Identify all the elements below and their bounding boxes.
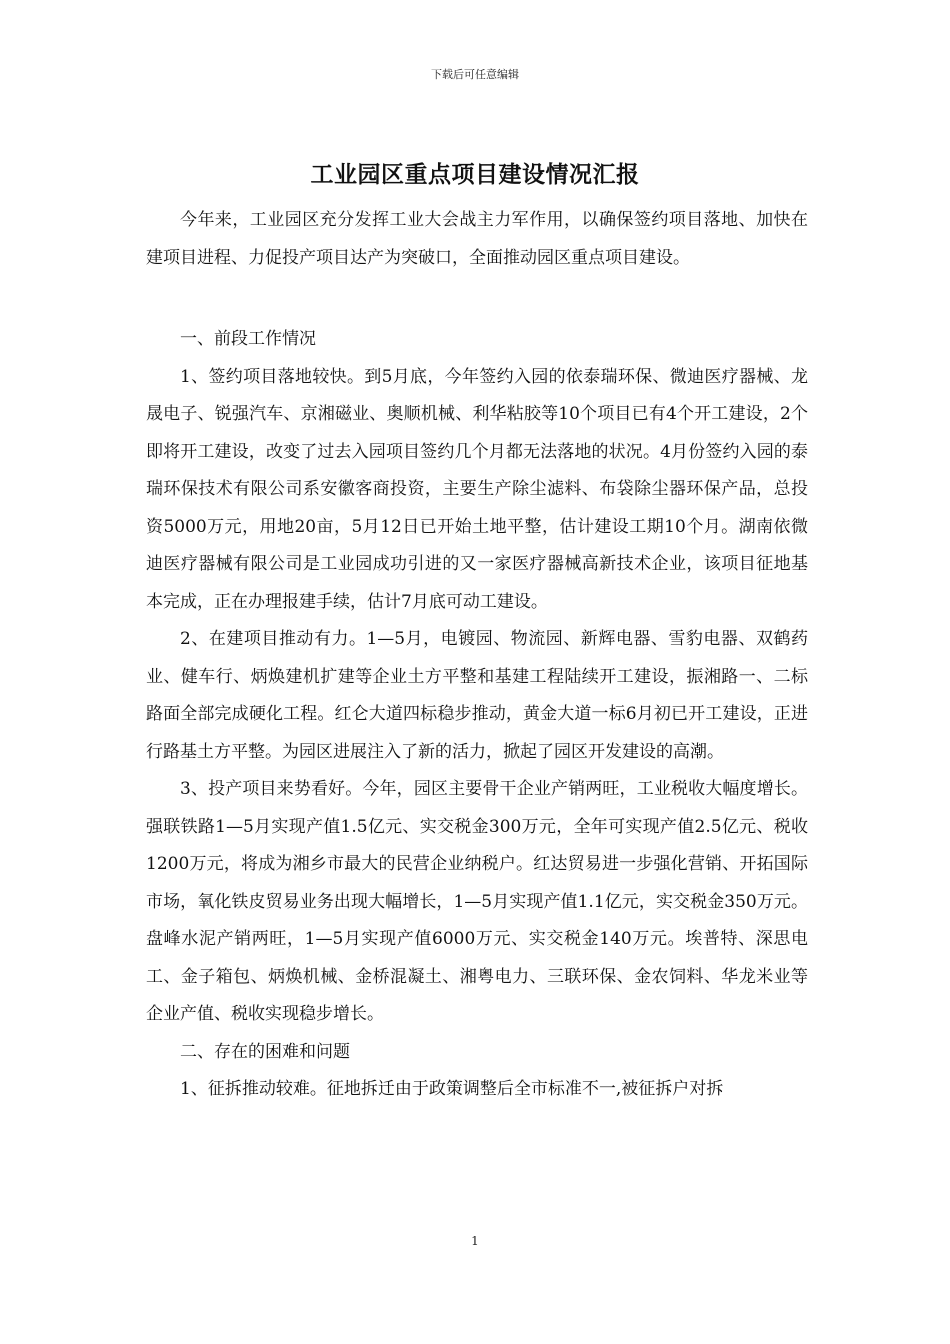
section-heading-2: 二、存在的困难和问题: [180, 1041, 350, 1062]
intro-paragraph: 今年来，工业园区充分发挥工业大会战主力军作用，以确保签约项目落地、加快在建项目进程、力促投产项目达产为突破口，全面推动园区重点项目建设。: [146, 210, 808, 268]
page-number: 1: [471, 1234, 479, 1248]
section1-paragraph-1: 1、签约项目落地较快。到5月底，今年签约入园的依泰瑞环保、微迪医疗器械、龙晟电子、锐强汽车、京湘磁业、奥顺机械、利华粘胶等10个项目已有4个开工建设，2个即将开工建设，改变了过去入园项目签约几个月都无法落地的状况。4月份签约入园的泰瑞环保技术有限公司系安徽客商投资，主要生产除尘滤料、布袋除尘器环保产品，总投资5000万元，用地20亩，5月12日已开始土地平整，估计建设工期10个月。湖南依微迪医疗器械有限公司是工业园成功引进的又一家医疗器械高新技术企业，该项目征地基本完成，正在办理报建手续，估计7月底可动工建设。: [146, 366, 808, 612]
paragraph-spacer: [146, 277, 808, 321]
document-body: [146, 202, 808, 1109]
header-note: 下载后可任意编辑: [431, 68, 519, 81]
document-title: 工业园区重点项目建设情况汇报: [310, 162, 640, 188]
section1-paragraph-2: 2、在建项目推动有力。1—5月，电镀园、物流园、新辉电器、雪豹电器、双鹤药业、健车行、炳焕建机扩建等企业土方平整和基建工程陆续开工建设，振湘路一、二标路面全部完成硬化工程。红仑大道四标稳步推动，黄金大道一标6月初已开工建设，正进行路基土方平整。为园区进展注入了新的活力，掀起了园区开发建设的高潮。: [146, 629, 808, 762]
section-heading-1: 一、前段工作情况: [180, 329, 316, 349]
section1-paragraph-3: 3、投产项目来势看好。今年，园区主要骨干企业产销两旺，工业税收大幅度增长。强联铁路1—5月实现产值1.5亿元、实交税金300万元，全年可实现产值2.5亿元、税收1200万元，将成为湘乡市最大的民营企业纳税户。红达贸易进一步强化营销、开拓国际市场，氧化铁皮贸易业务出现大幅增长，1—5月实现产值1.1亿元，实交税金350万元。盘峰水泥产销两旺，1—5月实现产值6000万元、实交税金140万元。埃普特、深思电工、金子箱包、炳焕机械、金桥混凝土、湘粤电力、三联环保、金农饲料、华龙米业等企业产值、税收实现稳步增长。: [146, 779, 808, 1024]
section2-paragraph-1: 1、征拆推动较难。征地拆迁由于政策调整后全市标准不一,被征拆户对拆: [180, 1079, 724, 1099]
